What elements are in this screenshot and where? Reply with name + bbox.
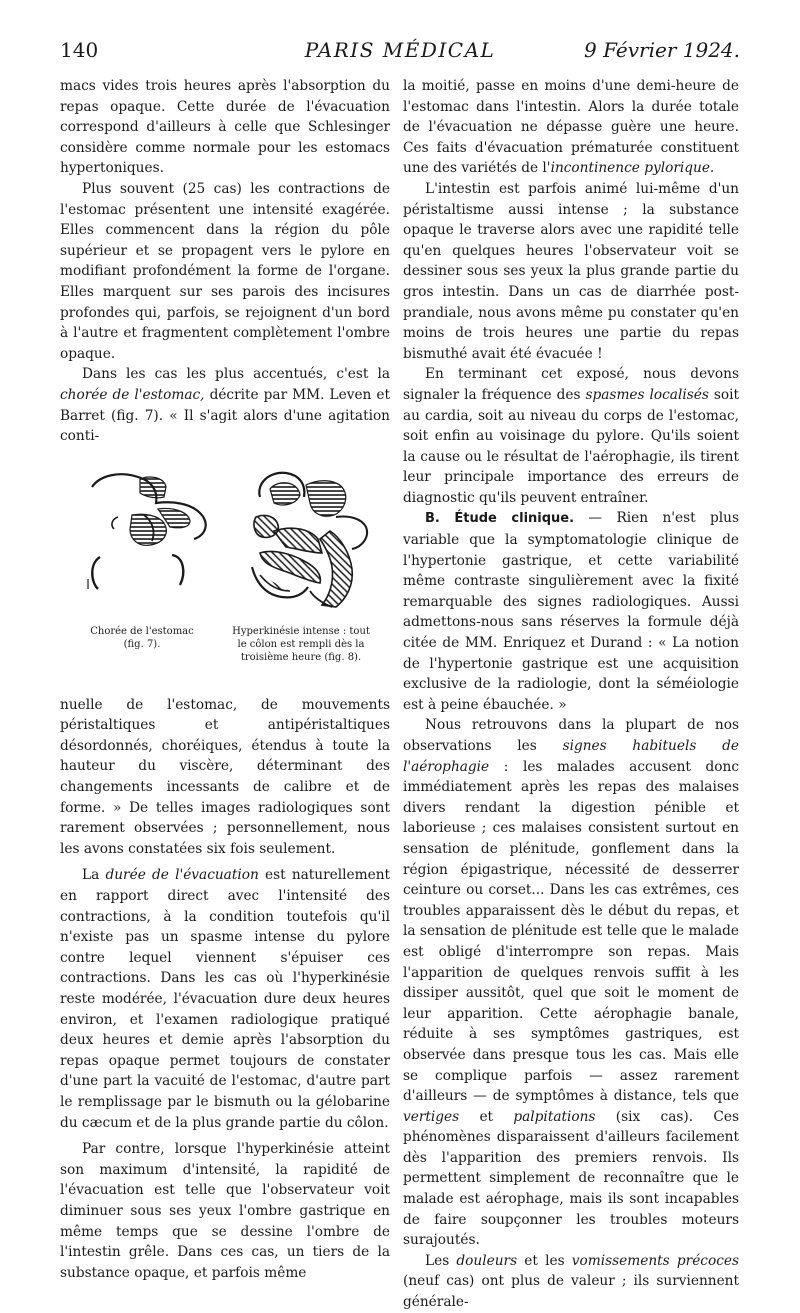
- paragraph: Plus souvent (25 cas) les contractions de l'estomac présentent une intensité exagérée. Elles commencent dans la région du pôle supérieur et se propagent vers le pylore en modifiant profondément la forme de l'organe. Elles marquent sur ses parois des incisures profondes qui, parfois, se rejoignent d'un bord à l'autre et fragmentent complètement l'ombre opaque.: [60, 180, 390, 362]
- page-header: [60, 38, 740, 68]
- paragraph: Les douleurs et les vomissements précoces (neuf cas) ont plus de valeur ; ils surviennent générale-: [403, 1252, 739, 1311]
- paragraph: L'intestin est parfois animé lui-même d'un péristaltisme aussi intense ; la substance opaque le traverse alors avec une rapidité telle qu'en quelques heures l'observateur voit se dessiner sous ses yeux la plus grande partie du gros intestin. Dans un cas de diarrhée post-prandiale, nous avons même pu constater qu'en moins de trois heures une partie du repas bismuthé avait été évacuée !: [403, 180, 739, 362]
- paragraph: la moitié, passe en moins d'une demi-heure de l'estomac dans l'intestin. Alors la durée totale de l'évacuation ne dépasse guère une heure. Ces faits d'évacuation prématurée constituent une des variétés de l'incontinence pylorique.: [403, 78, 739, 177]
- fig8-colon-drawing: [252, 472, 367, 606]
- fig7-stomach-drawing: [88, 474, 206, 589]
- figure-caption-left: Chorée de l'estomac (fig. 7).: [90, 625, 194, 650]
- paragraph: nuelle de l'estomac, de mouvements péristaltiques et antipéristaltiques désordonnés, choréiques, étendus à toute la hauteur du viscère, déterminant des changements incessants de calibre et de forme. » De telles images radiologiques sont rarement observées ; personnellement, nous les avons constatées six fois seulement.: [60, 696, 390, 857]
- paragraph: En terminant cet exposé, nous devons signaler la fréquence des spasmes localisés soit au cardia, soit au niveau du corps de l'estomac, soit enfin au voisinage du pylore. Qu'ils soient la cause ou le résultat de l'aérophagie, ils tirent leur principale importance des erreurs de diagnostic qu'ils peuvent entraîner.: [403, 366, 739, 506]
- page-number: 140: [60, 38, 99, 62]
- paragraph: Nous retrouvons dans la plupart de nos observations les signes habituels de l'aérophagie : les malades accusent donc immédiatement après les repas des malaises divers rendant la digestion pénible et laborieuse ; ces malaises consistent surtout en sensation de plénitude, gonflement dans la région épigastrique, nécessité de desserrer ceinture ou corset... Dans les cas extrêmes, ces troubles apparaissent dès le début du repas, et la sensation de plénitude est telle que le malade est obligé d'interrompre son repas. Mais l'apparition de quelques renvois suffit à les dissiper aussitôt, quel que soit le moment de leur apparition. Cette aérophagie banale, réduite à ses symptômes gastriques, est observée dans presque tous les cas. Mais elle se complique parfois — assez rarement d'ailleurs — de symptômes à distance, tels que vertiges et palpitations (six cas). Ces phénomènes disparaissent d'ailleurs facilement dès l'apparition des premiers renvois. Ils permettent simplement de reconnaître que le malade est aérophage, mais ils sont incapables de faire soupçonner les troubles moteurs surajoutés.: [403, 717, 739, 1249]
- paragraph: macs vides trois heures après l'absorption du repas opaque. Cette durée de l'évacuation correspond d'ailleurs à celle que Schlesinger considère comme normale pour les estomacs hypertoniques.: [60, 78, 390, 177]
- figure-illustrations: [60, 457, 390, 689]
- paragraph: B. Étude clinique. — Rien n'est plus variable que la symptomatologie clinique de l'hypertonie gastrique, et cette variabilité même contraste singulièrement avec la fixité remarquable des signes radiologiques. Aussi admettons-nous sans réserves la formule déjà citée de MM. Enriquez et Durand : « La notion de l'hypertonie gastrique est une acquisition exclusive de la radiologie, dont la séméiologie est à peine ébauchée. »: [403, 510, 739, 713]
- issue-date: 9 Février 1924.: [584, 38, 740, 62]
- right-column: [403, 76, 739, 1313]
- section-heading: B. Étude clinique.: [425, 511, 575, 527]
- radiograph-drawings: [60, 457, 390, 627]
- figure-caption-right: Hyperkinésie intense : tout le côlon est rempli dès la troisième heure (fig. 8).: [232, 625, 370, 663]
- paragraph: Par contre, lorsque l'hyperkinésie atteint son maximum d'intensité, la rapidité de l'évacuation est telle que l'observateur voit diminuer sous ses yeux l'ombre gastrique en même temps que se dessine l'ombre de l'intestin grêle. Dans ces cas, un tiers de la substance opaque, et parfois même: [60, 1141, 390, 1281]
- paragraph: Dans les cas les plus accentués, c'est la chorée de l'estomac, décrite par MM. Leven et Barret (fig. 7). « Il s'agit alors d'une agitation conti-: [60, 366, 390, 445]
- left-column: [60, 76, 390, 1283]
- journal-title: PARIS MÉDICAL: [304, 38, 496, 62]
- paragraph: La durée de l'évacuation est naturellement en rapport direct avec l'intensité des contractions, à la condition toutefois qu'il n'existe pas un spasme intense du pylore contre lequel viennent s'épuiser ces contractions. Dans les cas où l'hyperkinésie reste modérée, l'évacuation dure deux heures environ, et l'examen radiologique pratiqué deux heures et demie après l'absorption du repas opaque permet toujours de constater d'une part la vacuité de l'estomac, d'autre part le remplissage par le bismuth ou la gélobarine du cæcum et de la plus grande partie du côlon.: [60, 867, 391, 1131]
